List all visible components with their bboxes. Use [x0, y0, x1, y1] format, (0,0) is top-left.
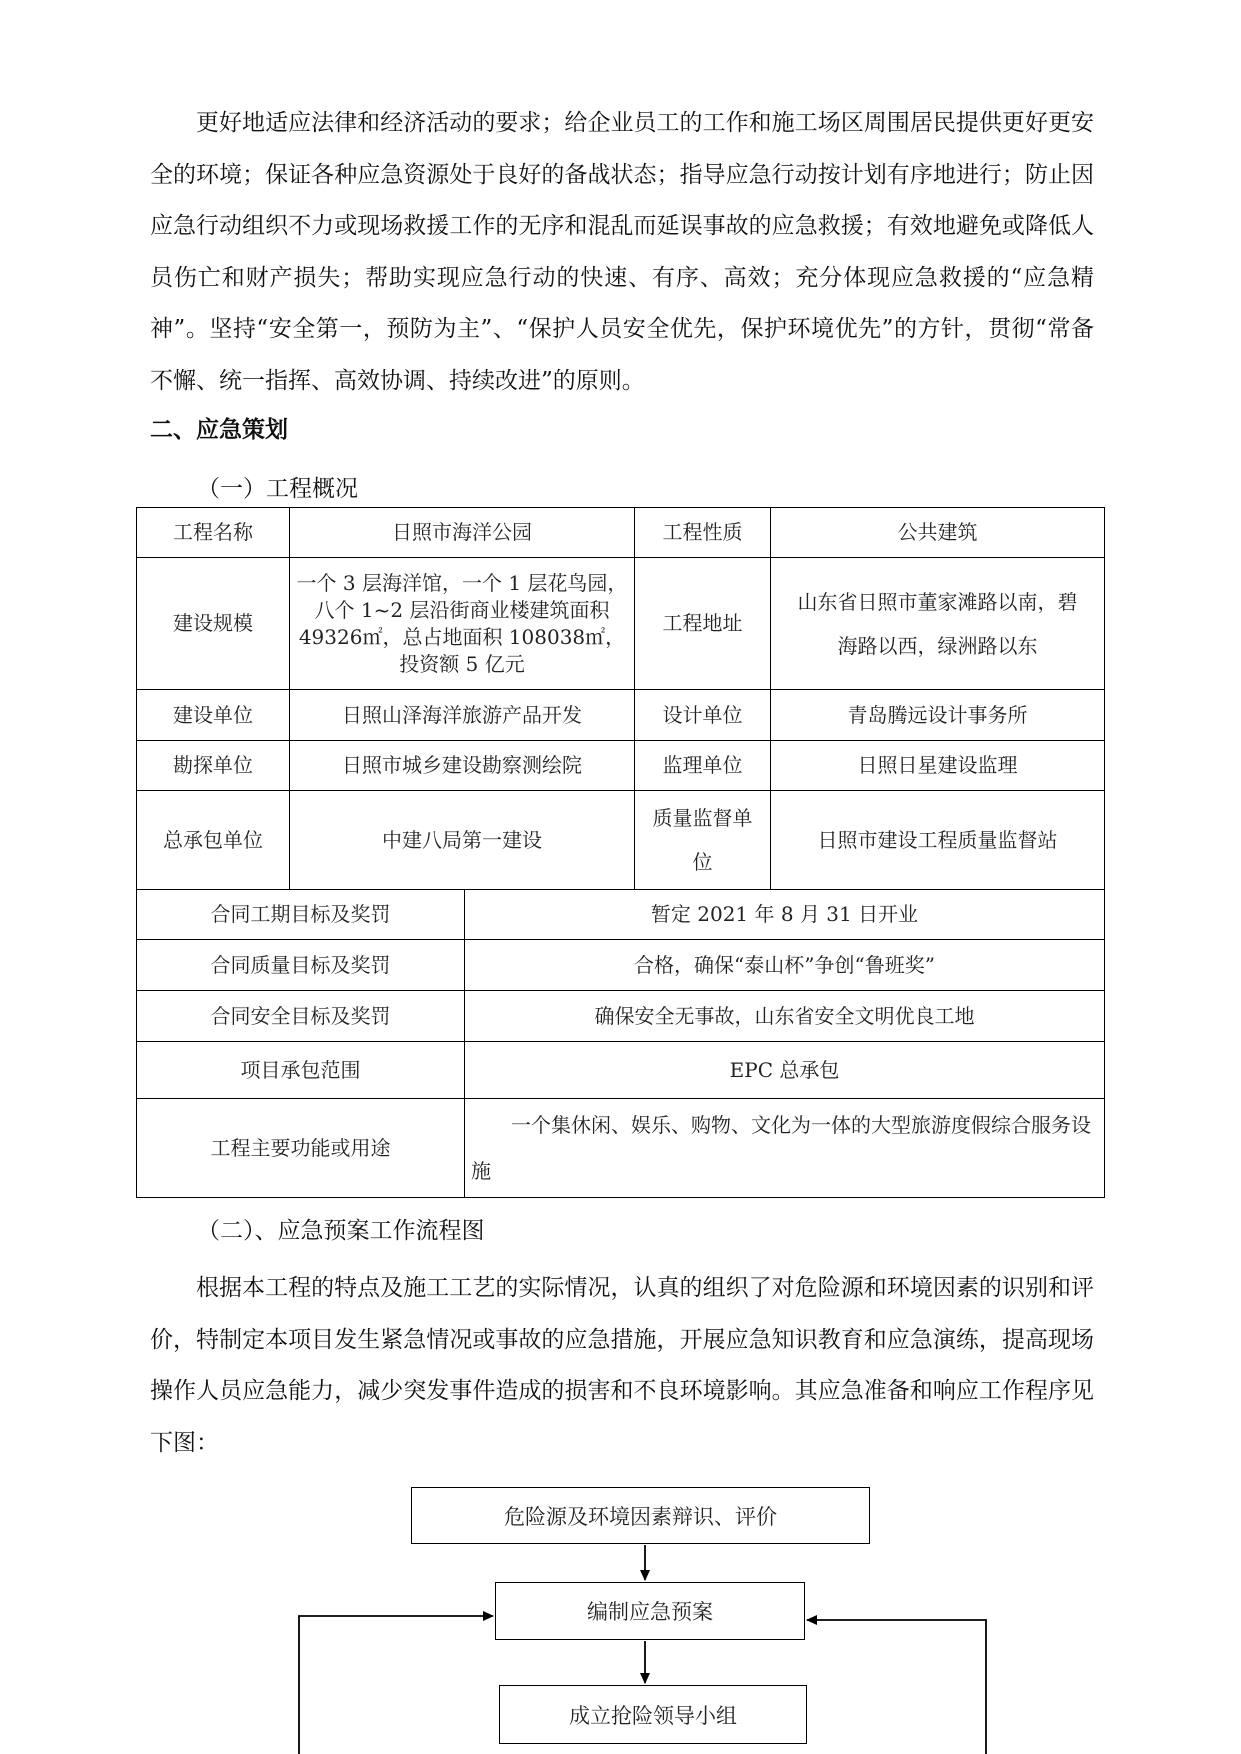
contractor-label: 总承包单位 — [137, 791, 290, 890]
quality-station-label — [635, 791, 771, 890]
safety-value: 确保安全无事故，山东省安全文明优良工地 — [465, 991, 1105, 1042]
project-overview-table — [136, 507, 1105, 1198]
flow-step-label: 成立抢险领导小组 — [569, 1703, 737, 1728]
address-line: 海路以西，绿洲路以东 — [837, 633, 1038, 658]
safety-label: 合同安全目标及奖罚 — [137, 991, 465, 1042]
flow-step-prepare-plan — [495, 1582, 805, 1640]
table-row — [137, 890, 1105, 940]
intro-paragraph: 更好地适应法律和经济活动的要求；给企业员工的工作和施工场区周围居民提供更好更安全的环境；保证各种应急资源处于良好的备战状态；指导应急行动按计划有序地进行；防止因应急行动组织不力或现场救援工作的无序和混乱而延误事故的应急救援；有效地避免或降低人员伤亡和财产损失；帮助实现应急行动的快速、有序、高效；充分体现应急救援的“应急精神”。坚持“安全第一，预防为主”、“保护人员安全优先，保护环境优先”的方针，贯彻“常备不懈、统一指挥、高效协调、持续改进”的原则。 — [150, 110, 1094, 394]
flow-step-hazard-identification — [411, 1487, 870, 1544]
survey-value: 日照市城乡建设勘察测绘院 — [290, 741, 635, 791]
scale-line: 一个 3 层海洋馆，一个 1 层花鸟园， — [296, 570, 628, 595]
function-value: 一个集休闲、娱乐、购物、文化为一体的大型旅游度假综合服务设施 — [465, 1099, 1105, 1198]
scale-line: 八个 1~2 层沿街商业楼建筑面积 — [314, 597, 610, 622]
table-row — [137, 508, 1105, 558]
scale-value — [290, 558, 635, 690]
flow-step-rescue-team — [499, 1685, 807, 1744]
quality-label: 合同质量目标及奖罚 — [137, 940, 465, 991]
quality-station-value: 日照市建设工程质量监督站 — [771, 791, 1105, 890]
table-row — [137, 741, 1105, 791]
address-label: 工程地址 — [635, 558, 771, 690]
project-name-value: 日照市海洋公园 — [290, 508, 635, 558]
subheading-project-overview: （一）工程概况 — [197, 476, 358, 502]
subheading-flowchart: （二）、应急预案工作流程图 — [197, 1218, 485, 1244]
scale-line: 投资额 5 亿元 — [399, 651, 525, 676]
project-name-label: 工程名称 — [137, 508, 290, 558]
right-feedback-loop — [807, 1620, 986, 1754]
flow-step-label: 编制应急预案 — [587, 1600, 713, 1624]
table-row — [137, 791, 1105, 890]
builder-value: 日照山泽海洋旅游产品开发 — [290, 690, 635, 741]
supervisor-label: 监理单位 — [635, 741, 771, 791]
flowchart-intro-paragraph: 根据本工程的特点及施工工艺的实际情况，认真的组织了对危险源和环境因素的识别和评价，特制定本项目发生紧急情况或事故的应急措施，开展应急知识教育和应急演练，提高现场操作人员应急能力，减少突发事件造成的损害和不良环境影响。其应急准备和响应工作程序见下图： — [150, 1275, 1094, 1456]
scope-label: 项目承包范围 — [137, 1042, 465, 1099]
designer-value: 青岛腾远设计事务所 — [771, 690, 1105, 741]
table-row — [137, 1042, 1105, 1099]
flow-step-label: 危险源及环境因素辩识、评价 — [504, 1504, 777, 1529]
schedule-value: 暂定 2021 年 8 月 31 日开业 — [465, 890, 1105, 940]
survey-label: 勘探单位 — [137, 741, 290, 791]
section-heading-emergency-planning: 二、应急策划 — [150, 417, 288, 443]
quality-value: 合格，确保“泰山杯”争创“鲁班奖” — [465, 940, 1105, 991]
address-line: 山东省日照市董家滩路以南，碧 — [797, 589, 1078, 614]
supervisor-value: 日照日星建设监理 — [771, 741, 1105, 791]
scale-label: 建设规模 — [137, 558, 290, 690]
table-row — [137, 1099, 1105, 1198]
function-label: 工程主要功能或用途 — [137, 1099, 465, 1198]
quality-station-label-line: 位 — [692, 850, 713, 874]
table-row — [137, 690, 1105, 741]
table-row — [137, 940, 1105, 991]
quality-station-label-line: 质量监督单 — [652, 806, 753, 830]
left-feedback-loop — [299, 1616, 493, 1754]
designer-label: 设计单位 — [635, 690, 771, 741]
project-nature-value: 公共建筑 — [771, 508, 1105, 558]
address-value — [771, 558, 1105, 690]
project-nature-label: 工程性质 — [635, 508, 771, 558]
scope-value: EPC 总承包 — [465, 1042, 1105, 1099]
builder-label: 建设单位 — [137, 690, 290, 741]
contractor-value: 中建八局第一建设 — [290, 791, 635, 890]
table-row — [137, 991, 1105, 1042]
scale-line: 49326㎡，总占地面积 108038㎡， — [298, 624, 626, 649]
schedule-label: 合同工期目标及奖罚 — [137, 890, 465, 940]
table-row — [137, 558, 1105, 690]
